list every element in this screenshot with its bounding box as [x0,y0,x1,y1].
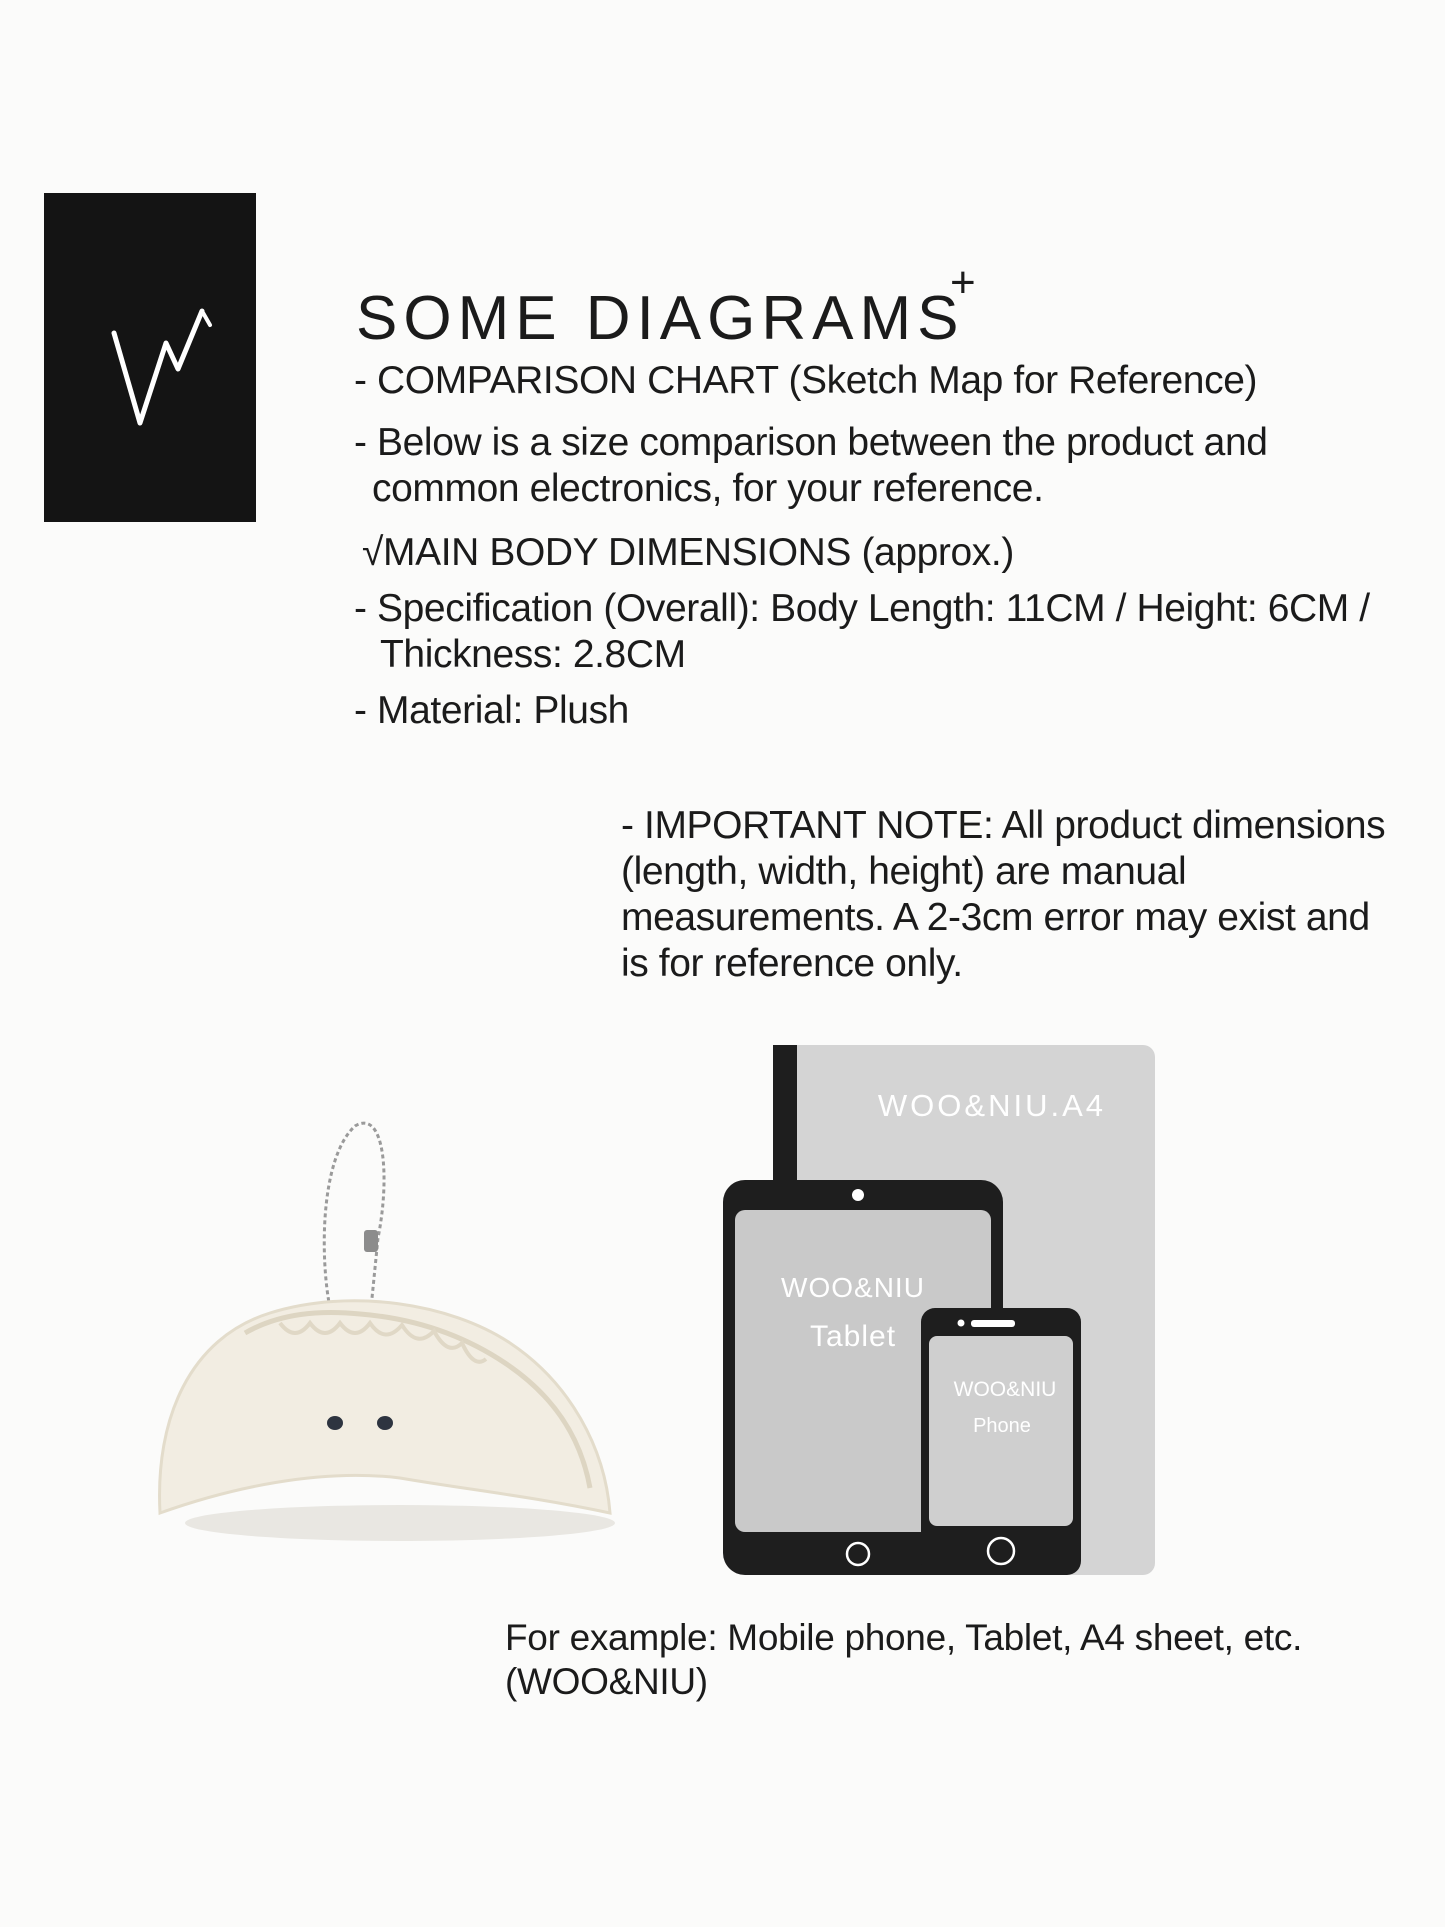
tablet-label-2: Tablet [809,1320,897,1353]
comparison-line: - COMPARISON CHART (Sketch Map for Reference) [354,359,1258,402]
size-comparison-diagram [713,1040,1163,1585]
below-line-1: - Below is a size comparison between the product and [354,421,1268,464]
tablet-label-1: WOO&NIU [781,1272,925,1303]
spec-line-1: - Specification (Overall): Body Length: 11CM / Height: 6CM / [354,587,1370,630]
devices-diagram [713,1040,1163,1580]
brand-mark-icon [44,193,256,522]
phone-label-2: Phone [973,1415,1031,1437]
diagram-caption: For example: Mobile phone, Tablet, A4 sheet, etc. (WOO&NIU) [505,1617,1303,1702]
below-line-2: common electronics, for your reference. [372,467,1044,510]
main-body-heading: √MAIN BODY DIMENSIONS (approx.) [362,531,1014,574]
dumpling-plush-image [150,1118,630,1558]
important-note: - IMPORTANT NOTE: All product dimensions (length, width, height) are manual measurements. A 2-3cm error may exist and is for reference only. [621,804,1386,985]
spec-line-2: Thickness: 2.8CM [380,633,686,676]
page-title: SOME DIAGRAMS [356,284,965,353]
material-line: - Material: Plush [354,689,629,732]
phone-label-1: WOO&NIU [953,1378,1057,1401]
product-image [150,1118,630,1563]
a4-label: WOO&NIU.A4 [877,1088,1106,1123]
title-plus-mark: + [950,258,976,307]
brand-logo [44,193,256,522]
